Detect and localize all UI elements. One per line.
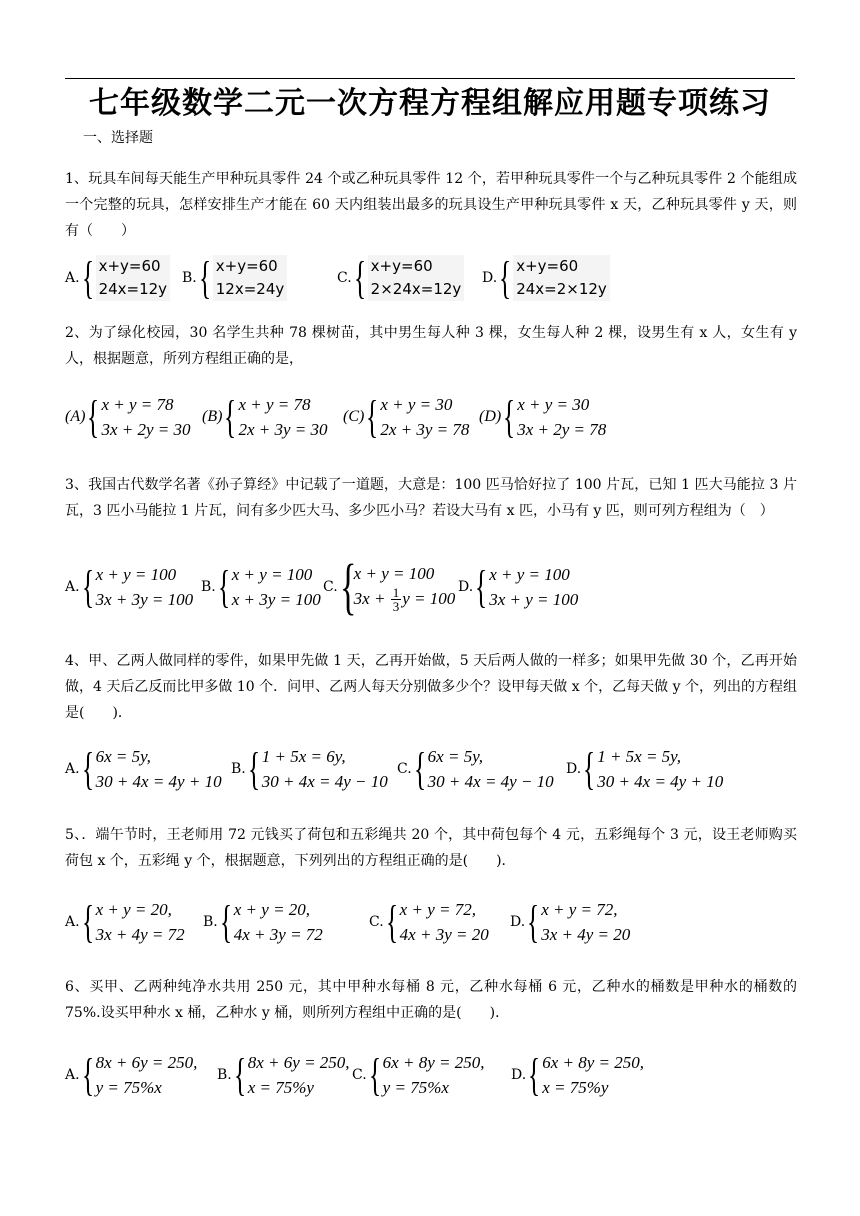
equation-part: 3x + — [353, 588, 390, 608]
option-d — [482, 253, 610, 303]
equation-1: 8x + 6y = 250, — [95, 1053, 198, 1072]
brace-icon: { — [353, 252, 366, 303]
brace-icon: { — [247, 743, 260, 794]
option-label: D. — [482, 270, 498, 286]
equation-2: 12x=24y — [213, 278, 288, 301]
equation-1: x+y=60 — [213, 255, 288, 278]
option-b — [217, 1050, 350, 1100]
option-label: (A) — [65, 408, 86, 425]
option-label: C. — [352, 1067, 367, 1083]
equation-system — [218, 562, 321, 612]
equation-1: x+y=60 — [513, 255, 610, 278]
option-label: A. — [65, 579, 80, 595]
equation-2: 2×24x=12y — [368, 278, 465, 301]
equation-1: x+y=60 — [368, 255, 465, 278]
equation-system — [527, 897, 630, 947]
equation-system — [81, 252, 171, 303]
question-6-text: 6、买甲、乙两种纯净水共用 250 元，其中甲种水每桶 8 元，乙种水每桶 6 元，乙种水的桶数是甲种水的桶数的 75%.设买甲种水 x 桶，乙种水 y 桶，则所列方程组中正确的是( )． — [65, 979, 797, 1021]
option-label: C. — [369, 914, 384, 930]
option-label: B. — [217, 1067, 232, 1083]
option-d — [511, 1050, 644, 1100]
equation-2: y = 75%x — [95, 1078, 162, 1097]
option-d — [479, 392, 606, 442]
equation-2: 30 + 4x = 4y + 10 — [95, 772, 222, 791]
equation-1: x + y = 20, — [95, 900, 172, 919]
question-2-options — [65, 392, 797, 442]
option-c — [369, 897, 489, 947]
equation-2: 24x=2×12y — [513, 278, 610, 301]
equation-2 — [354, 586, 456, 614]
question-1-options — [65, 253, 797, 303]
equation-2: 3x + 3y = 100 — [95, 590, 194, 609]
equation-2: 2x + 3y = 78 — [380, 420, 470, 439]
equation-1: x + y = 72, — [399, 900, 476, 919]
equation-system — [220, 897, 323, 947]
option-d — [458, 558, 578, 616]
option-c — [397, 744, 554, 794]
option-a — [65, 253, 170, 303]
brace-icon: { — [81, 1049, 94, 1100]
brace-icon: { — [475, 561, 488, 612]
equation-system — [82, 1050, 198, 1100]
option-label: D. — [511, 1067, 527, 1083]
equation-1: x + y = 100 — [231, 565, 313, 584]
equation-1: x + y = 100 — [95, 565, 177, 584]
option-c — [323, 553, 456, 621]
brace-icon: { — [499, 252, 512, 303]
option-c — [337, 253, 464, 303]
option-label: D. — [566, 761, 582, 777]
option-label: D. — [458, 579, 474, 595]
option-b — [202, 392, 327, 442]
option-b — [231, 744, 388, 794]
option-label: A. — [65, 1067, 80, 1083]
top-rule — [65, 78, 795, 79]
brace-icon: { — [81, 743, 94, 794]
equation-system — [369, 1050, 485, 1100]
equation-system — [234, 1050, 350, 1100]
option-c — [352, 1050, 484, 1100]
equation-1: 1 + 5x = 5y, — [597, 747, 682, 766]
brace-icon: { — [583, 743, 596, 794]
page-title: 七年级数学二元一次方程方程组解应用题专项练习 — [89, 86, 771, 121]
equation-2: 3x + 2y = 30 — [101, 420, 191, 439]
equation-1: x + y = 30 — [380, 395, 453, 414]
equation-1: 1 + 5x = 6y, — [261, 747, 346, 766]
brace-icon: { — [368, 1049, 381, 1100]
question-3-options — [65, 553, 797, 621]
option-a — [65, 558, 193, 616]
question-4-options — [65, 744, 797, 794]
equation-system — [82, 562, 194, 612]
equation-system — [248, 744, 388, 794]
question-6-options — [65, 1050, 797, 1100]
option-label: C. — [397, 761, 412, 777]
equation-system — [386, 897, 489, 947]
equation-system — [499, 252, 610, 303]
option-a — [65, 1050, 197, 1100]
brace-icon: { — [233, 1049, 246, 1100]
option-label: (B) — [202, 408, 223, 425]
option-label: D. — [510, 914, 526, 930]
equation-1: x + y = 30 — [517, 395, 590, 414]
equation-1: x + y = 100 — [353, 563, 435, 583]
equation-1: x + y = 20, — [233, 900, 311, 919]
brace-icon: { — [339, 553, 357, 621]
question-5-options — [65, 897, 797, 947]
option-label: C. — [323, 579, 338, 595]
equation-1: x + y = 72, — [541, 900, 618, 919]
equation-1: x + y = 100 — [489, 565, 570, 584]
fraction-numerator: 1 — [392, 585, 400, 601]
brace-icon: { — [217, 561, 230, 612]
equation-1: 6x = 5y, — [95, 747, 151, 766]
question-4-text: 4、甲、乙两人做同样的零件，如果甲先做 1 天，乙再开始做，5 天后两人做的一样多；如果甲先做 30 个，乙再开始做，4 天后乙反而比甲多做 10 个．问甲、乙两人每天分别做多少个？设甲每天做 x 个，乙每天做 y 个，列出的方程组是( )． — [65, 653, 797, 721]
equation-system — [82, 744, 222, 794]
equation-2: 2x + 3y = 30 — [238, 420, 328, 439]
equation-1: x + y = 78 — [101, 395, 174, 414]
section-heading: 一、选择题 — [83, 130, 153, 146]
equation-system — [339, 553, 456, 621]
equation-system — [87, 392, 190, 442]
brace-icon: { — [528, 1049, 541, 1100]
option-b — [201, 558, 321, 616]
option-label: A. — [65, 761, 80, 777]
equation-2: 3x + 4y = 72 — [95, 925, 185, 944]
question-2-text: 2、为了绿化校园，30 名学生共种 78 棵树苗，其中男生每人种 3 棵，女生每人种 2 棵，设男生有 x 人，女生有 y 人，根据题意，所列方程组正确的是， — [65, 325, 797, 367]
option-label: A. — [65, 914, 80, 930]
option-label: (D) — [479, 408, 502, 425]
option-label: B. — [182, 270, 197, 286]
question-3-text: 3、我国古代数学名著《孙子算经》中记载了一道题，大意是：100 匹马恰好拉了 100 片瓦，已知 1 匹大马能拉 3 片瓦，3 匹小马能拉 1 片瓦，问有多少匹大马、多少匹小马？若设大马有 x 匹，小马有 y 匹，则可列方程组为（ ） — [65, 477, 797, 519]
option-b — [182, 253, 287, 303]
brace-icon: { — [527, 896, 540, 947]
equation-system — [366, 392, 469, 442]
equation-system — [198, 252, 288, 303]
option-c — [343, 392, 469, 442]
option-label: B. — [203, 914, 218, 930]
brace-icon: { — [366, 391, 379, 442]
equation-2: x = 75%y — [247, 1078, 314, 1097]
brace-icon: { — [87, 391, 100, 442]
equation-system — [224, 392, 327, 442]
brace-icon: { — [81, 896, 94, 947]
equation-2: 30 + 4x = 4y − 10 — [261, 772, 388, 791]
brace-icon: { — [385, 896, 398, 947]
equation-system — [475, 562, 578, 612]
option-d — [510, 897, 630, 947]
fraction — [391, 586, 402, 613]
brace-icon: { — [413, 743, 426, 794]
equation-1: 6x + 8y = 250, — [382, 1053, 485, 1072]
equation-2: 24x=12y — [96, 278, 171, 301]
equation-1: 8x + 6y = 250, — [247, 1053, 350, 1072]
option-d — [566, 744, 723, 794]
question-1-text: 1、玩具车间每天能生产甲种玩具零件 24 个或乙种玩具零件 12 个，若甲种玩具零件一个与乙种玩具零件 2 个能组成一个完整的玩具，怎样安排生产才能在 60 天内组装出最多的玩具设生产甲种玩具零件 x 天，乙种玩具零件 y 天，则有（ ） — [65, 171, 797, 239]
equation-2: 3x + 4y = 20 — [541, 925, 631, 944]
equation-2: 4x + 3y = 20 — [399, 925, 489, 944]
option-label: C. — [337, 270, 352, 286]
equation-1: 6x + 8y = 250, — [542, 1053, 644, 1072]
equation-1: x+y=60 — [96, 255, 171, 278]
option-label: B. — [201, 579, 216, 595]
equation-2: x + 3y = 100 — [231, 590, 321, 609]
equation-2: 4x + 3y = 72 — [233, 925, 323, 944]
equation-system — [82, 897, 185, 947]
equation-system — [583, 744, 723, 794]
brace-icon: { — [81, 252, 94, 303]
brace-icon: { — [198, 252, 211, 303]
equation-2: y = 75%x — [382, 1078, 449, 1097]
option-b — [203, 897, 323, 947]
brace-icon: { — [219, 896, 232, 947]
option-label: A. — [65, 270, 80, 286]
equation-system — [503, 392, 606, 442]
option-a — [65, 392, 190, 442]
option-a — [65, 744, 222, 794]
brace-icon: { — [503, 391, 516, 442]
equation-2: 30 + 4x = 4y − 10 — [427, 772, 554, 791]
equation-system — [353, 252, 465, 303]
fraction-denominator: 3 — [392, 599, 400, 615]
equation-1: x + y = 78 — [238, 395, 311, 414]
brace-icon: { — [224, 391, 237, 442]
question-5-text: 5、．端午节时，王老师用 72 元钱买了荷包和五彩绳共 20 个，其中荷包每个 4 元，五彩绳每个 3 元，设王老师购买荷包 x 个，五彩绳 y 个，根据题意，下列列出的方程组正确的是( )． — [65, 827, 797, 869]
equation-2: x = 75%y — [542, 1078, 609, 1097]
equation-2: 3x + 2y = 78 — [517, 420, 607, 439]
equation-system — [528, 1050, 644, 1100]
brace-icon: { — [81, 561, 94, 612]
equation-part: y = 100 — [402, 588, 456, 608]
equation-2: 30 + 4x = 4y + 10 — [597, 772, 724, 791]
equation-1: 6x = 5y, — [427, 747, 484, 766]
option-label: (C) — [343, 408, 365, 425]
equation-2: 3x + y = 100 — [489, 590, 579, 609]
equation-system — [414, 744, 554, 794]
option-a — [65, 897, 185, 947]
option-label: B. — [231, 761, 246, 777]
